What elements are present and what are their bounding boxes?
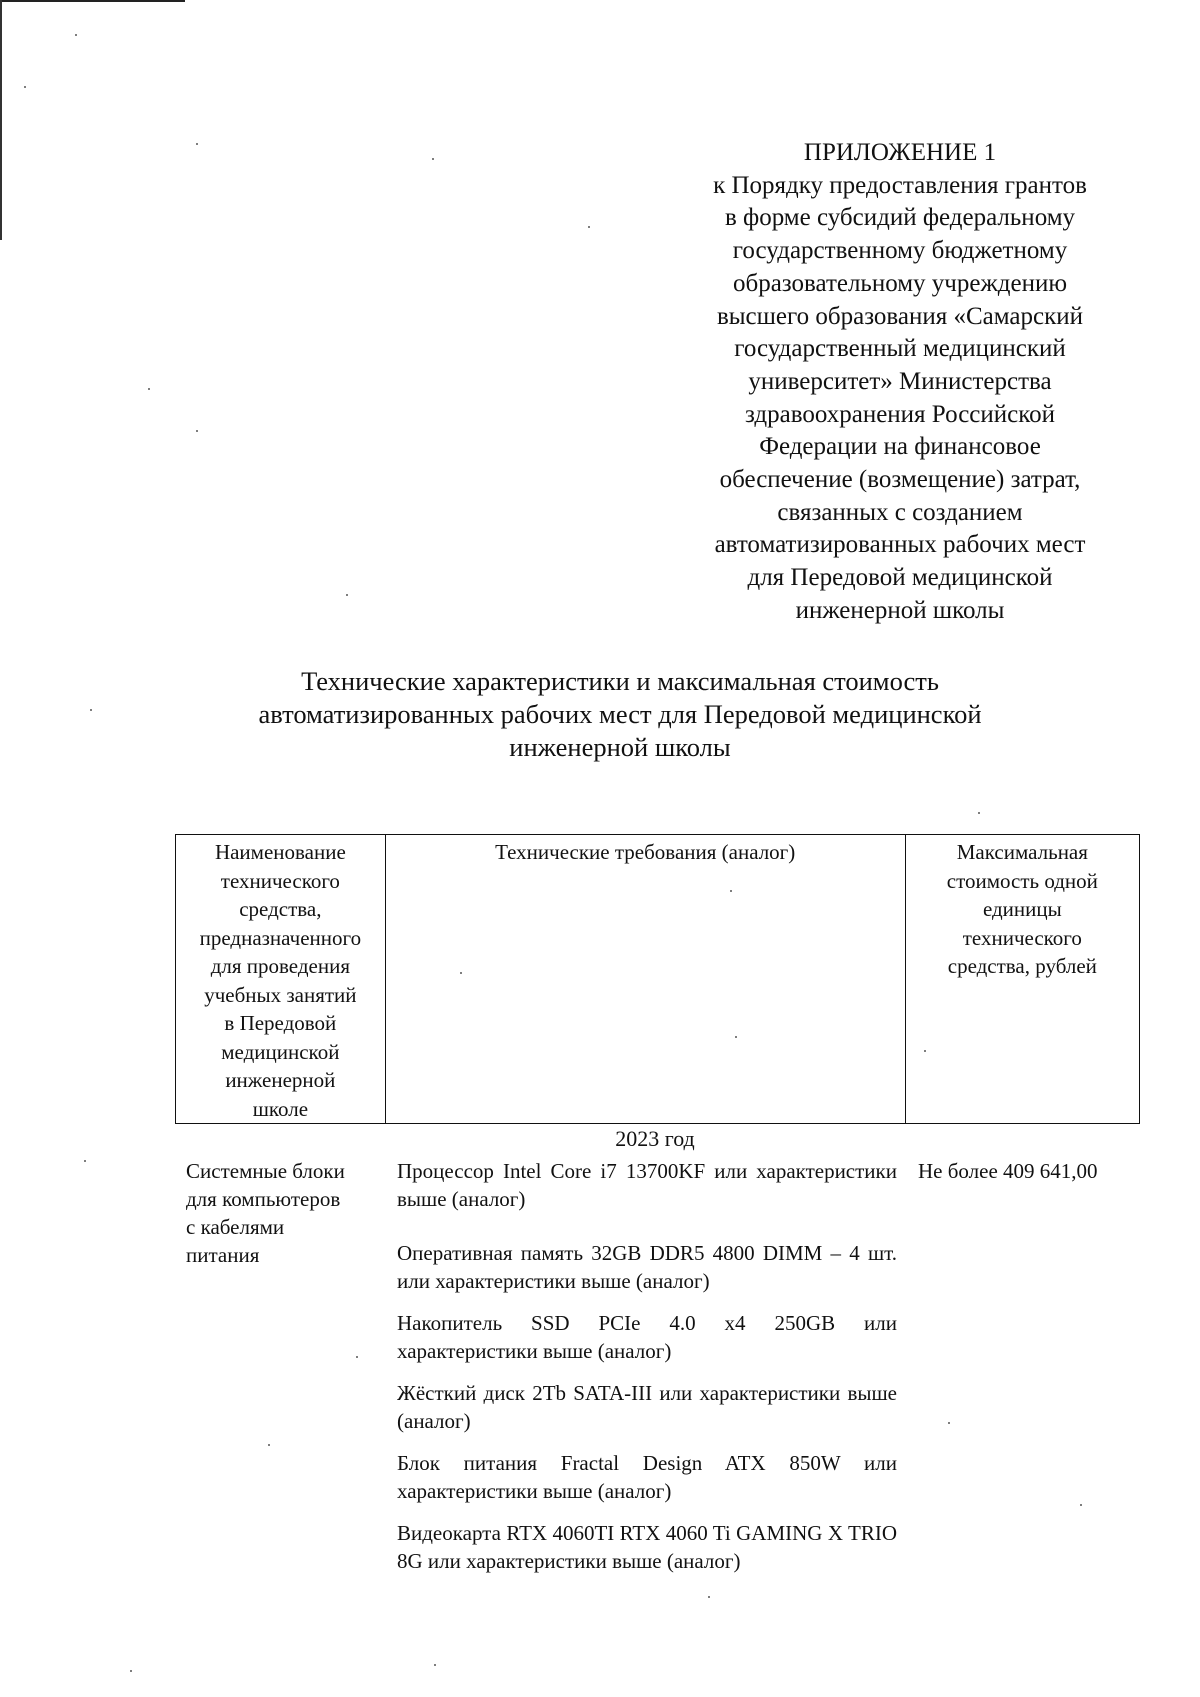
max-price-value: Не более 409 641,00 [918,1159,1098,1183]
scan-speck [346,594,348,596]
scan-speck [356,1356,358,1358]
scan-speck [730,890,732,892]
scan-speck [130,1670,132,1672]
requirement-item: Видеокарта RTX 4060TI RTX 4060 Ti GAMING X TRIO 8G или характеристики выше (аналог) [397,1521,897,1573]
document-title: Технические характеристики и максимальная стоимость автоматизированных рабочих мест для Передовой медицинской инженерной школы [258,666,982,762]
requirements-list [397,1157,897,1589]
scan-speck [84,1160,86,1162]
year-label: 2023 год [615,1126,695,1151]
scan-speck [268,1444,270,1446]
scan-speck [24,86,26,88]
scan-speck [708,1596,710,1598]
appendix-text: к Порядку предоставления грантов в форме субсидий федеральному государственному бюджетному образовательному учреждению высшего образования «Самарский государственный медицинский университет» Министерства здравоохранения Российской Федерации на финансовое обеспечение (возмещение) затрат, связанных с созданием автоматизированных рабочих мест для Передовой медицинской инженерной школы [713,171,1087,624]
scan-speck [460,972,462,974]
scan-speck [90,709,92,711]
scan-speck [978,812,980,814]
scan-speck [948,1422,950,1424]
scan-speck [434,1664,436,1666]
requirement-item: Блок питания Fractal Design ATX 850W или характеристики выше (аналог) [397,1451,897,1503]
appendix-title: ПРИЛОЖЕНИЕ 1 [803,139,997,166]
requirement-item: Накопитель SSD PCIe 4.0 x4 250GB или характеристики выше (аналог) [397,1311,897,1363]
header-technical-requirements: Технические требования (аналог) [385,835,905,1124]
scan-speck [924,1050,926,1052]
scan-top-rule [0,0,185,2]
item-name: Системные блоки для компьютеров с кабелями питания [186,1159,345,1267]
scan-speck [75,34,77,36]
scan-speck [588,226,590,228]
scan-speck [735,1036,737,1038]
requirement-item: Процессор Intel Core i7 13700KF или характеристики выше (аналог) [397,1159,897,1211]
requirement-item: Оперативная память 32GB DDR5 4800 DIMM – 4 шт. или характеристики выше (аналог) [397,1241,897,1293]
table-header-row [176,835,1140,1124]
requirement-item: Жёсткий диск 2Tb SATA-III или характеристики выше (аналог) [397,1381,897,1433]
spec-table-header [175,834,1140,1124]
header-equipment-name: Наименование технического средства, предназначенного для проведения учебных занятий в Передовой медицинской инженерной школе [176,835,386,1124]
header-max-price: Максимальная стоимость одной единицы технического средства, рублей [905,835,1139,1124]
scan-speck [432,158,434,160]
scan-speck [196,143,198,145]
scan-speck [1080,1504,1082,1506]
appendix-block [670,137,1130,628]
scan-speck [148,388,150,390]
scan-left-edge [0,0,2,240]
scan-speck [196,430,198,432]
